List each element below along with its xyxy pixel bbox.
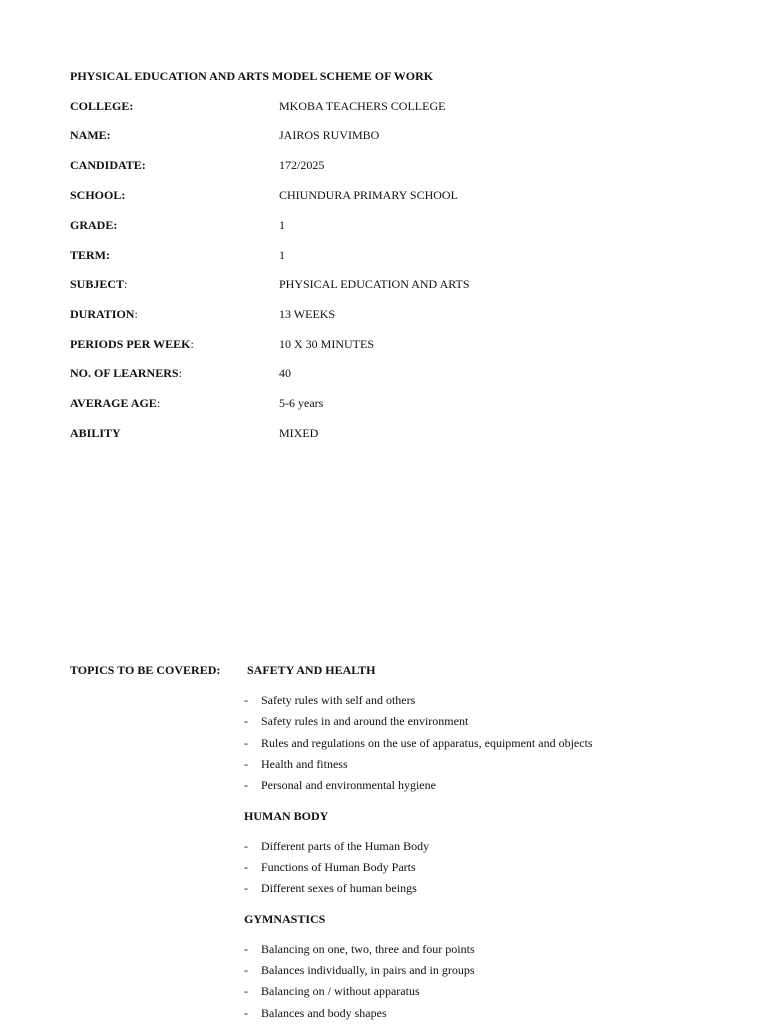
info-value: 40 [279,366,291,380]
info-label: ABILITY [70,426,121,440]
list-item [244,942,724,958]
list-item [244,1006,724,1022]
info-row-school [70,188,630,204]
document-title: PHYSICAL EDUCATION AND ARTS MODEL SCHEME OF WORK [70,69,434,83]
list-item [244,839,724,855]
bullet-dash: - [244,736,248,750]
info-row-college [70,99,630,115]
info-row-term [70,248,630,264]
bullet-dash: - [244,839,248,853]
list-item [244,714,724,730]
info-row-candidate [70,158,630,174]
info-value: 1 [279,248,285,262]
list-item-text: Balancing on / without apparatus [261,984,420,998]
section-heading-gymnastics: GYMNASTICS [244,912,326,926]
info-label: SCHOOL: [70,188,126,202]
info-value: 172/2025 [279,158,325,172]
info-value: MIXED [279,426,319,440]
list-item [244,757,724,773]
list-item-text: Different parts of the Human Body [261,839,430,853]
list-item-text: Balances individually, in pairs and in groups [261,963,475,977]
info-value: JAIROS RUVIMBO [279,128,380,142]
list-item-text: Health and fitness [261,757,348,771]
list-item-text: Safety rules in and around the environment [261,714,469,728]
info-row-ability [70,426,630,442]
info-row-grade [70,218,630,234]
info-row-subject [70,277,630,293]
info-label: TERM: [70,248,110,262]
list-item [244,736,724,752]
info-value: 1 [279,218,285,232]
list-item [244,984,724,1000]
info-label: COLLEGE: [70,99,134,113]
bullet-dash: - [244,881,248,895]
list-item [244,778,724,794]
list-item-text: Safety rules with self and others [261,693,416,707]
list-item-text: Balances and body shapes [261,1006,387,1020]
info-label: CANDIDATE: [70,158,146,172]
list-item [244,860,724,876]
list-item [244,963,724,979]
info-value: PHYSICAL EDUCATION AND ARTS [279,277,470,291]
bullet-dash: - [244,860,248,874]
info-row-duration [70,307,630,323]
info-value: 13 WEEKS [279,307,336,321]
bullet-dash: - [244,693,248,707]
info-row-name [70,128,630,144]
list-item-text: Different sexes of human beings [261,881,417,895]
info-value: MKOBA TEACHERS COLLEGE [279,99,446,113]
info-label: SUBJECT: [70,277,128,291]
list-item-text: Personal and environmental hygiene [261,778,436,792]
info-label: PERIODS PER WEEK: [70,337,194,351]
info-label: AVERAGE AGE: [70,396,161,410]
section-heading-human-body: HUMAN BODY [244,809,329,823]
info-label: NAME: [70,128,111,142]
info-value: CHIUNDURA PRIMARY SCHOOL [279,188,458,202]
info-label: DURATION: [70,307,138,321]
info-row-average-age [70,396,630,412]
bullet-dash: - [244,984,248,998]
info-row-periods-per-week [70,337,630,353]
info-value: 10 X 30 MINUTES [279,337,374,351]
topics-label: TOPICS TO BE COVERED: [70,663,221,677]
info-row-learners [70,366,630,382]
info-label: NO. OF LEARNERS: [70,366,182,380]
info-value: 5-6 years [279,396,324,410]
list-item [244,693,724,709]
bullet-dash: - [244,757,248,771]
bullet-dash: - [244,778,248,792]
bullet-dash: - [244,942,248,956]
list-item-text: Functions of Human Body Parts [261,860,416,874]
bullet-dash: - [244,1006,248,1020]
list-item-text: Rules and regulations on the use of apparatus, equipment and objects [261,736,593,750]
list-item [244,881,724,897]
bullet-dash: - [244,714,248,728]
bullet-dash: - [244,963,248,977]
section-heading-safety-and-health: SAFETY AND HEALTH [247,663,376,677]
list-item-text: Balancing on one, two, three and four points [261,942,475,956]
info-label: GRADE: [70,218,118,232]
